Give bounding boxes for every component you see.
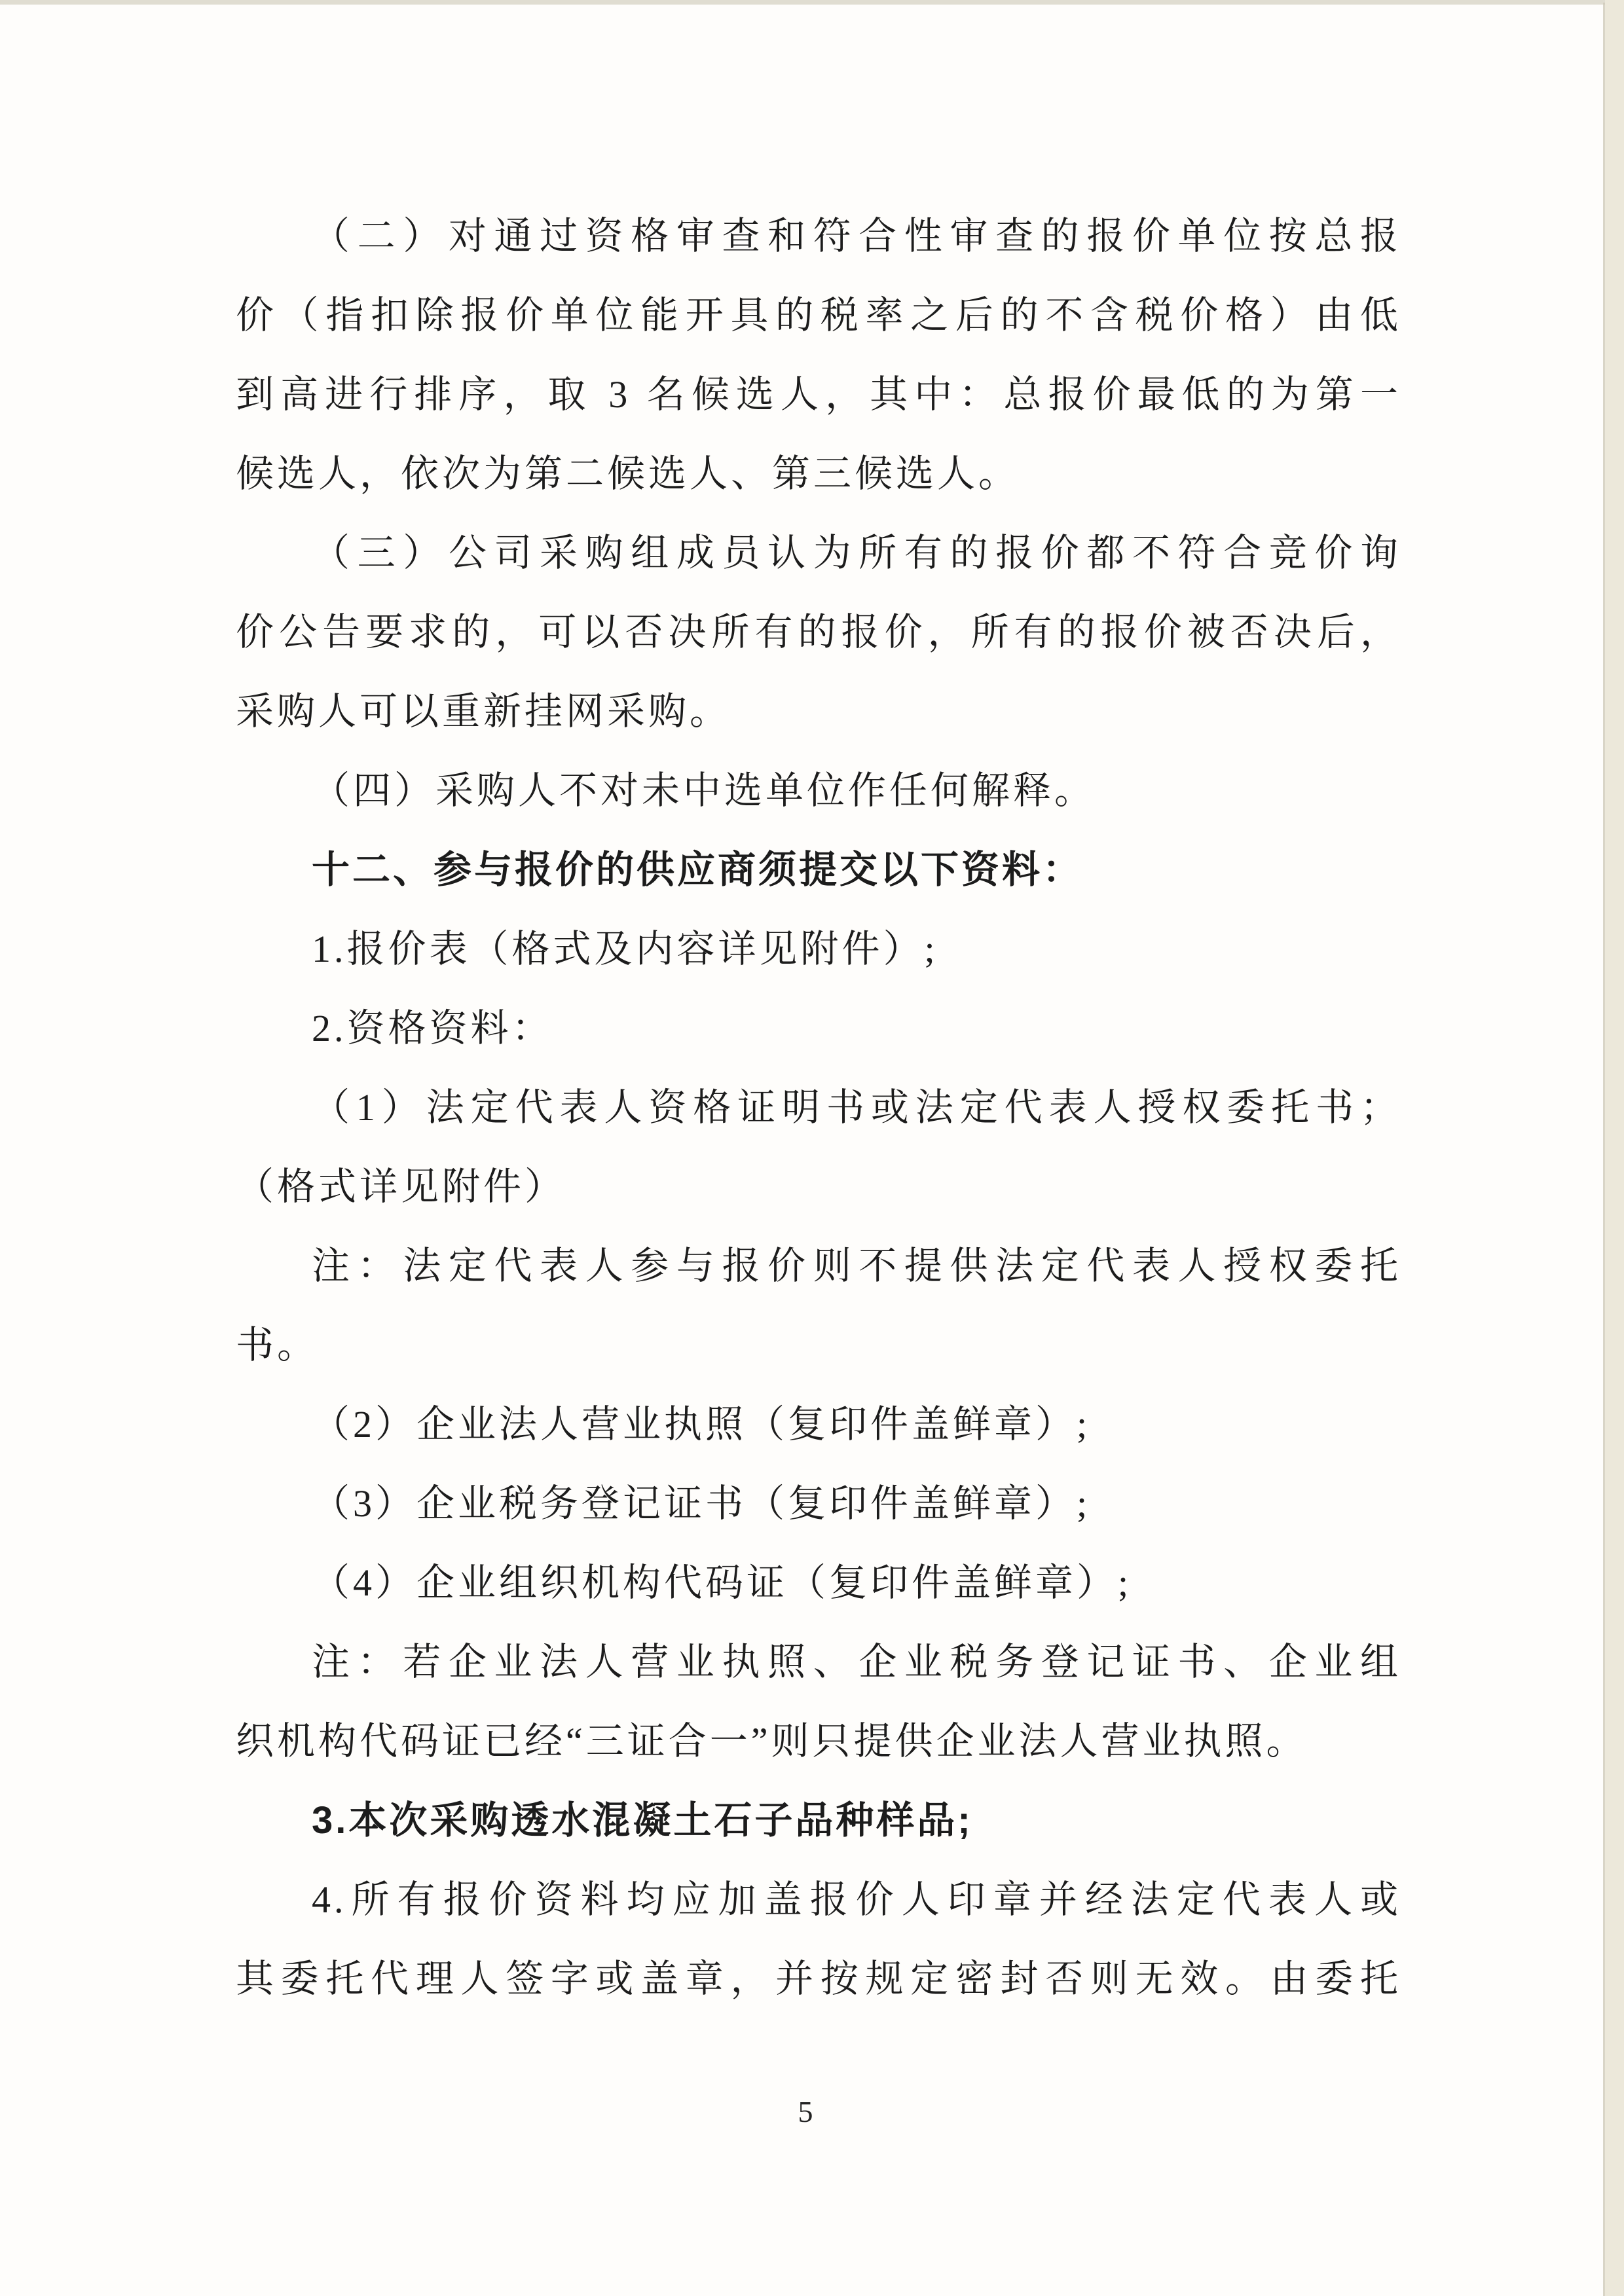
document-body — [236, 196, 1401, 2018]
text-line: 采购人可以重新挂网采购。 — [236, 690, 731, 733]
scan-edge-top — [0, 0, 1624, 5]
section-heading: 十二、参与报价的供应商须提交以下资料： — [312, 848, 1084, 891]
text-line: 织机构代码证已经“三证合一”则只提供企业法人营业执照。 — [236, 1720, 1308, 1762]
text-line: 2.资格资料： — [312, 1007, 553, 1049]
text-line: 书。 — [236, 1324, 319, 1366]
text-line: 注：法定代表人参与报价则不提供法定代表人授权委托 — [312, 1245, 1401, 1287]
text-line: 价公告要求的，可以否决所有的报价，所有的报价被否决后， — [236, 611, 1401, 653]
text-line: （1）法定代表人资格证明书或法定代表人授权委托书； — [312, 1086, 1401, 1129]
text-line: 1.报价表（格式及内容详见附件）; — [312, 928, 938, 970]
text-line: （二）对通过资格审查和符合性审查的报价单位按总报 — [312, 215, 1401, 257]
page-number: 5 — [798, 2095, 813, 2128]
text-line: 注：若企业法人营业执照、企业税务登记证书、企业组 — [312, 1641, 1401, 1683]
text-line: 候选人，依次为第二候选人、第三候选人。 — [236, 452, 1020, 495]
text-line: （4）企业组织机构代码证（复印件盖鲜章）; — [312, 1561, 1132, 1604]
text-line: （2）企业法人营业执照（复印件盖鲜章）; — [312, 1403, 1091, 1446]
text-line: （3）企业税务登记证书（复印件盖鲜章）; — [312, 1482, 1091, 1525]
scan-edge-right-margin — [1605, 0, 1624, 2296]
text-line: （格式详见附件） — [236, 1165, 566, 1208]
scan-edge-right-line — [1603, 3, 1605, 2296]
text-line-bold: 3.本次采购透水混凝土石子品种样品; — [312, 1799, 973, 1842]
text-line: （四）采购人不对未中选单位作任何解释。 — [312, 769, 1096, 812]
text-line: 到高进行排序，取 3 名候选人，其中：总报价最低的为第一 — [236, 373, 1401, 416]
text-line: 价（指扣除报价单位能开具的税率之后的不含税价格）由低 — [236, 294, 1401, 337]
text-line: 其委托代理人签字或盖章，并按规定密封否则无效。由委托 — [236, 1958, 1401, 2000]
text-line: （三）公司采购组成员认为所有的报价都不符合竞价询 — [312, 532, 1401, 574]
text-line: 4.所有报价资料均应加盖报价人印章并经法定代表人或 — [312, 1878, 1401, 1921]
